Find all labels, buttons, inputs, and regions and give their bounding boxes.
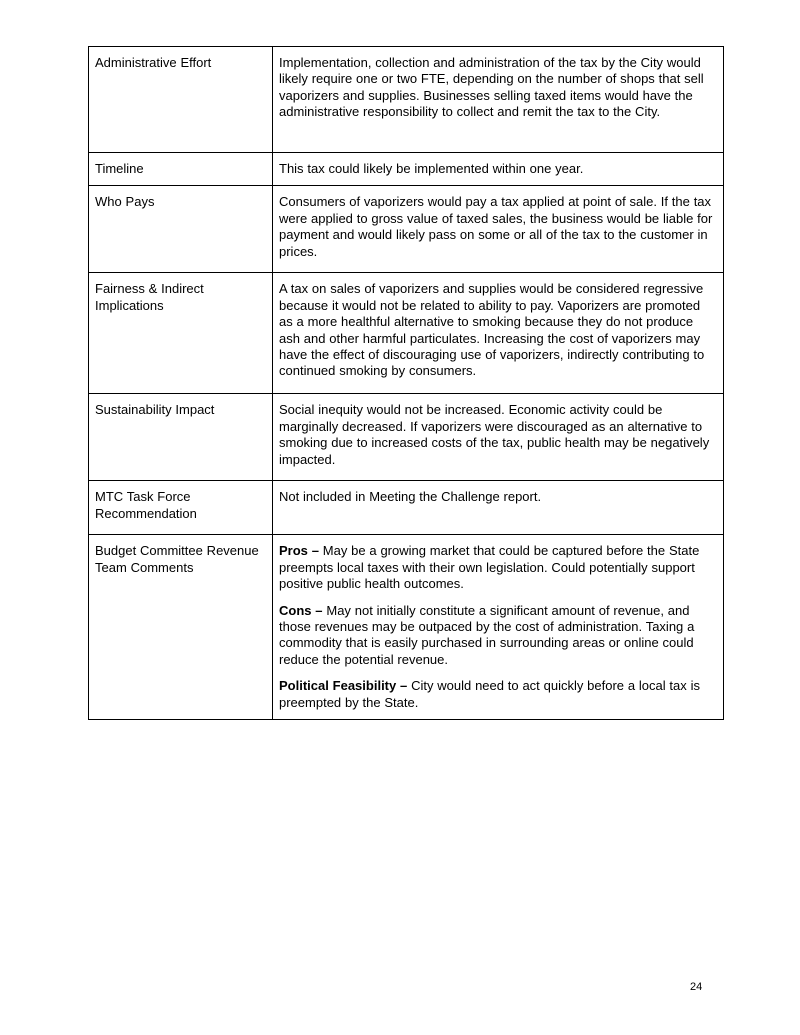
table-row [89,186,724,273]
paragraph: Consumers of vaporizers would pay a tax applied at point of sale. If the tax were applied to gross value of taxed sales, the business would be liable for payment and would likely pass on some or all of the tax to the customer in prices. [279,194,713,259]
table-row [89,153,724,186]
row-content [273,153,724,186]
row-content [273,481,724,535]
row-content [273,273,724,394]
table-row [89,481,724,535]
political-feasibility-text: City would need to act quickly before a local tax is preempted by the State. [279,678,700,710]
table-row [89,394,724,481]
row-content [273,394,724,481]
table-row [89,273,724,394]
row-label-mtc-task-force-recommendation: MTC Task Force Recommendation [89,481,273,535]
paragraph-pros [279,543,715,592]
political-feasibility-lead-in: Political Feasibility – [279,678,408,694]
paragraph: A tax on sales of vaporizers and supplies would be considered regressive because it would not be related to ability to pay. Vaporizers are promoted as a more healthful alternative to smoking because they do not produce ash and other harmful particulates. Increasing the cost of vaporizers may have the effect of discouraging use of vaporizers, indirectly contributing to continued smoking by consumers. [279,281,705,379]
table-row [89,47,724,153]
cons-text: May not initially constitute a significant amount of revenue, and those revenues may be outpaced by the cost of administration. Taxing a commodity that is easily purchased in surrounding areas or online could reduce the potential revenue. [279,602,695,667]
row-content [273,535,724,720]
pros-text: May be a growing market that could be captured before the State preempts local taxes with their own legislation. Could potentially support positive public health outcomes. [279,543,700,592]
row-label-timeline: Timeline [89,153,273,186]
revenue-option-table [88,46,724,720]
row-content [273,186,724,273]
cons-lead-in: Cons – [279,602,323,618]
paragraph: Implementation, collection and administration of the tax by the City would likely require one or two FTE, depending on the number of shops that sell vaporizers and supplies. Businesses selling taxed items would have the administrative responsibility to collect and remit the tax to the City. [279,55,704,120]
table-row [89,535,724,720]
row-label-who-pays: Who Pays [89,186,273,273]
row-content [273,47,724,153]
row-label-fairness-indirect-implications: Fairness & Indirect Implications [89,273,273,394]
paragraph: Social inequity would not be increased. Economic activity could be marginally decreased. If vaporizers were discouraged as an alternative to smoking due to increased costs of the tax, public health may be negatively impacted. [279,402,710,467]
page-number: 24 [690,981,703,993]
paragraph-cons [279,603,715,669]
paragraph: Not included in Meeting the Challenge report. [279,489,542,505]
paragraph-political-feasibility [279,678,715,711]
paragraph: This tax could likely be implemented within one year. [279,161,584,176]
pros-lead-in: Pros – [279,543,319,559]
row-label-administrative-effort: Administrative Effort [89,47,273,153]
row-label-sustainability-impact: Sustainability Impact [89,394,273,481]
row-label-budget-committee-revenue-team-comments: Budget Committee Revenue Team Comments [89,535,273,720]
